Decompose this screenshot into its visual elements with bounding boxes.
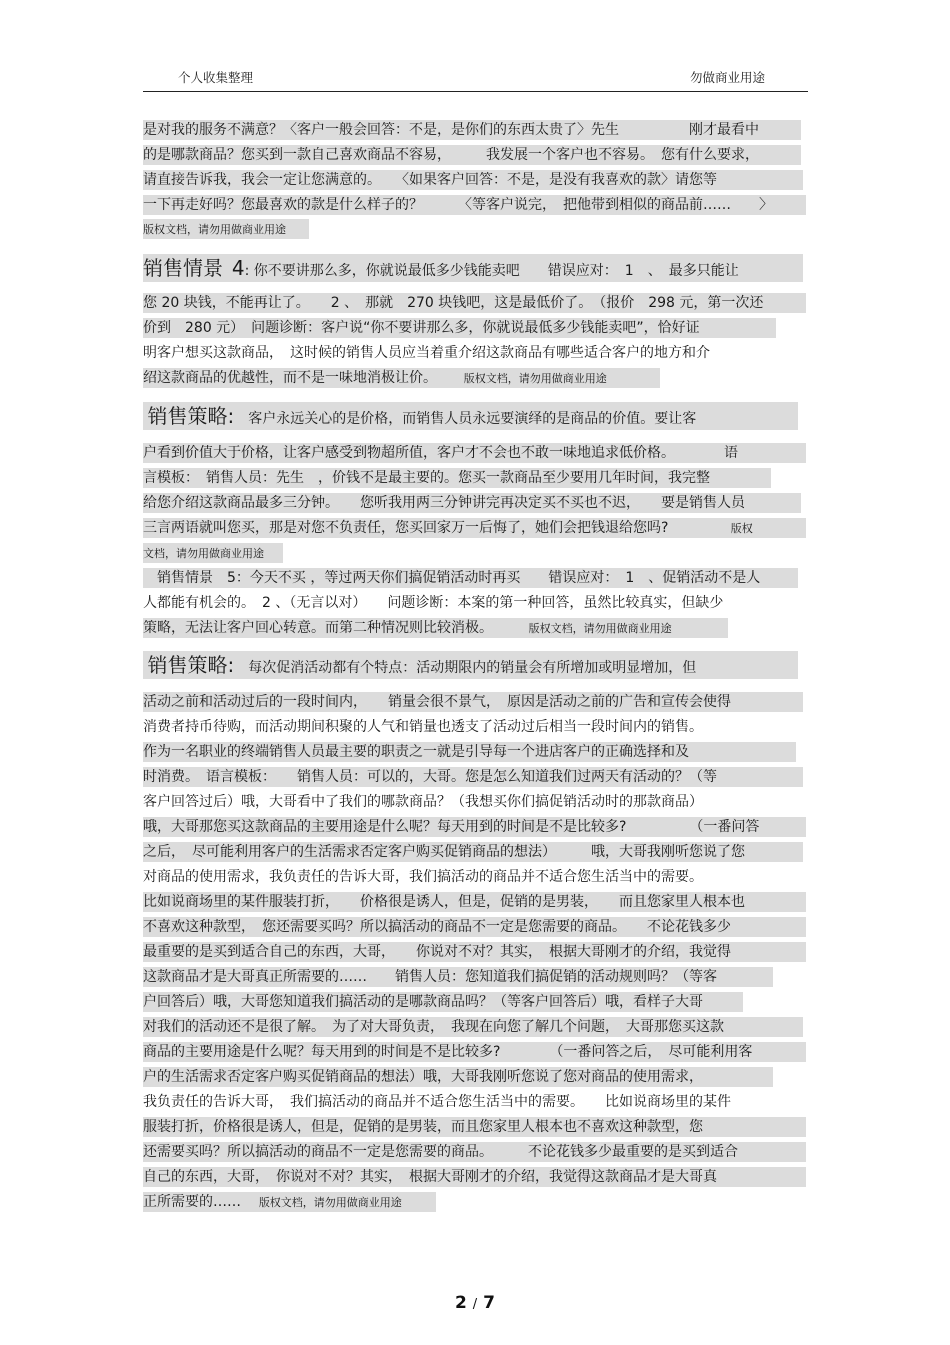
text-line: 不喜欢这种款型， 您还需要买吗？所以搞活动的商品不一定是您需要的商品。 不论花钱多少 <box>143 917 806 937</box>
copyright-text: 版权文档，请勿用做商业用途 <box>463 372 607 385</box>
text-line: 明客户想买这款商品， 这时候的销售人员应当着重介绍这款商品有哪些适合客户的地方和介 <box>143 345 710 361</box>
text-line: 一下再走好吗？您最喜欢的款是什么样子的？ 〈等客户说完， 把他带到相似的商品前…… 〉 <box>143 195 806 215</box>
text-line: 户看到价值大于价格，让客户感受到物超所值，客户才不会也不敢一味地追求低价格。 语 <box>143 443 806 463</box>
text-line: 我负责任的告诉大哥， 我们搞活动的商品并不适合您生活当中的需要。 比如说商场里的某件 <box>143 1094 731 1110</box>
text-line: 销售情景 5：今天不买 ，等过两天你们搞促销活动时再买 错误应对： 1 、促销活动不是人 <box>143 568 798 588</box>
text-line-content: 三言两语就叫您买，那是对您不负责任，您买回家万一后悔了，她们会把钱退给您吗? <box>143 520 669 536</box>
text-line-content: 策略，无法让客户回心转意。而第二种情况则比较消极。 <box>143 620 493 636</box>
text-line <box>143 1192 436 1212</box>
copyright-note <box>143 543 283 563</box>
text-line: 人都能有机会的。 2 、（无言以对） 问题诊断：本案的第一种回答，虽然比较真实，但缺少 <box>143 595 724 611</box>
text-line: 对我们的活动还不是很了解。 为了对大哥负责， 我现在向您了解几个问题， 大哥那您买这款 <box>143 1017 803 1037</box>
text-line: 作为一名职业的终端销售人员最主要的职责之一就是引导每一个进店客户的正确选择和及 <box>143 742 796 762</box>
text-line: 商品的主要用途是什么呢？每天用到的时间是不是比较多? （一番问答之后， 尽可能利用客 <box>143 1042 806 1062</box>
text-line: 最重要的是买到适合自己的东西，大哥， 你说对不对？其实， 根据大哥刚才的介绍，我觉得 <box>143 942 806 962</box>
text-line: 这款商品才是大哥真正所需要的…… 销售人员：您知道我们搞促销的活动规则吗？（等客 <box>143 967 773 987</box>
page-separator: / <box>472 1297 478 1312</box>
text-line <box>143 368 660 388</box>
text-line: 是对我的服务不满意？〈客户一般会回答：不是，是你们的东西太贵了〉先生 刚才最看中 <box>143 120 801 140</box>
copyright-text: 文档，请勿用做商业用途 <box>143 547 264 560</box>
text-line <box>143 618 728 638</box>
copyright-text: 版权文档，请勿用做商业用途 <box>528 622 672 635</box>
text-line: 自己的东西，大哥， 你说对不对？其实， 根据大哥刚才的介绍，我觉得这款商品才是大哥真 <box>143 1167 806 1187</box>
text-line: 客户回答过后）哦，大哥看中了我们的哪款商品？（我想买你们搞促销活动时的那款商品） <box>143 794 703 810</box>
text-line: 言模板： 销售人员：先生 ，价钱不是最主要的。您买一款商品至少要用几年时间，我完整 <box>143 468 771 488</box>
copyright-text: 版权文档，请勿用做商业用途 <box>143 223 286 236</box>
header-right: 勿做商业用途 <box>690 70 766 85</box>
page-number <box>0 1293 950 1313</box>
text-line: 服装打折，价格很是诱人，但是，促销的是男装，而且您家里人根本也不喜欢这种款型，您 <box>143 1117 806 1137</box>
strategy-heading-text: 客户永远关心的是价格，而销售人员永远要演绎的是商品的价值。要让客 <box>234 411 697 427</box>
text-line: 哦，大哥那您买这款商品的主要用途是什么呢？每天用到的时间是不是比较多? （一番问答 <box>143 817 806 837</box>
strategy-heading <box>143 651 798 679</box>
text-line: 价到 280 元） 问题诊断：客户说“你不要讲那么多，你就说最低多少钱能卖吧”，恰好证 <box>143 318 776 338</box>
text-line: 户回答后）哦，大哥您知道我们搞活动的是哪款商品吗？（等客户回答后）哦，看样子大哥 <box>143 992 743 1012</box>
text-line: 比如说商场里的某件服装打折， 价格很是诱人，但是，促销的是男装， 而且您家里人根本也 <box>143 892 806 912</box>
header-rule <box>143 91 808 92</box>
header-left: 个人收集整理 <box>178 70 254 85</box>
scenario-lead: 销售情景 <box>143 256 223 280</box>
strategy-lead: 销售策略: <box>147 404 235 428</box>
scenario-number: 4 <box>231 256 245 280</box>
copyright-text: 版权文档，请勿用做商业用途 <box>258 1196 402 1209</box>
page-current: 2 <box>455 1293 467 1313</box>
scenario-heading <box>143 254 803 282</box>
strategy-lead: 销售策略: <box>147 653 235 677</box>
text-line: 时消费。 语言模板： 销售人员：可以的，大哥。您是怎么知道我们过两天有活动的？（等 <box>143 767 803 787</box>
text-line: 消费者持币待购，而活动期间积聚的人气和销量也透支了活动过后相当一段时间内的销售。 <box>143 719 703 735</box>
text-line: 的是哪款商品？您买到一款自己喜欢商品不容易， 我发展一个客户也不容易。 您有什么要求， <box>143 145 801 165</box>
text-line: 对商品的使用需求，我负责任的告诉大哥，我们搞活动的商品并不适合您生活当中的需要。 <box>143 869 703 885</box>
text-line: 之后， 尽可能利用客户的生活需求否定客户购买促销商品的想法） 哦，大哥我刚听您说了您 <box>143 842 803 862</box>
text-line: 您 20 块钱，不能再让了。 2 、 那就 270 块钱吧，这是最低价了。 （报价 298 元，第一次还 <box>143 293 806 313</box>
text-line-content: 绍这款商品的优越性，而不是一味地消极让价。 <box>143 370 437 386</box>
strategy-heading-text: 每次促消活动都有个特点：活动期限内的销量会有所增加或明显增加，但 <box>234 660 697 676</box>
copyright-note <box>143 219 309 239</box>
page-total: 7 <box>483 1293 495 1313</box>
text-line: 活动之前和活动过后的一段时间内， 销量会很不景气， 原因是活动之前的广告和宣传会使得 <box>143 692 803 712</box>
text-line: 还需要买吗？所以搞活动的商品不一定是您需要的商品。 不论花钱多少最重要的是买到适合 <box>143 1142 806 1162</box>
text-line: 给您介绍这款商品最多三分钟。 您听我用两三分钟讲完再决定买不买也不迟， 要是销售人员 <box>143 493 801 513</box>
scenario-heading-text: : 你不要讲那么多，你就说最低多少钱能卖吧 错误应对： 1 、 最多只能让 <box>244 263 739 279</box>
strategy-heading <box>143 402 798 430</box>
text-line: 请直接告诉我，我会一定让您满意的。 〈如果客户回答：不是，是没有我喜欢的款〉请您等 <box>143 170 803 190</box>
text-line: 户的生活需求否定客户购买促销商品的想法）哦，大哥我刚听您说了您对商品的使用需求， <box>143 1067 773 1087</box>
text-line <box>143 518 806 538</box>
text-line-content: 正所需要的…… <box>143 1194 241 1210</box>
copyright-text: 版权 <box>730 522 753 535</box>
